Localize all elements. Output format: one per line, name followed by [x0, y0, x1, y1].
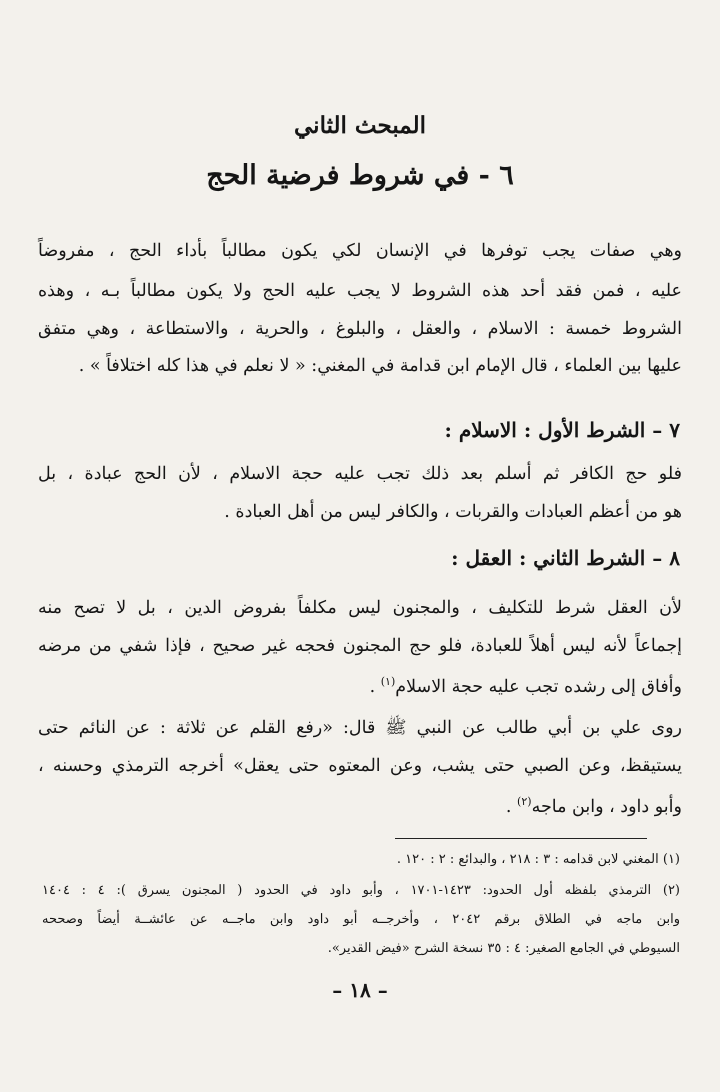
intro-line-2: عليه ، فمن فقد أحد هذه الشروط لا يجب عليه الحج ولا يكون مطالباً بـه ، وهذه — [38, 281, 682, 301]
footnote-2-line-1: (٢) الترمذي بلفظه أول الحدود: ١٤٢٣-١٧٠١ ، وأبو داود في الحدود ( المجنون يسرق ): ٤ : ١٤٠٤ — [42, 883, 680, 898]
condition-1-heading: ٧ – الشرط الأول : الاسلام : — [444, 418, 680, 442]
page-number: – ١٨ – — [332, 978, 388, 1002]
intro-line-3: الشروط خمسة : الاسلام ، والعقل ، والبلوغ ، والحرية ، والاستطاعة ، وهي متفق — [38, 319, 682, 339]
intro-line-4: عليها بين العلماء ، قال الإمام ابن قدامة في المغني: « لا نعلم في هذا كله اختلافاً » . — [78, 356, 682, 376]
condition-2-line-3 — [38, 676, 682, 696]
chapter-title: ٦ - في شروط فرضية الحج — [206, 160, 514, 191]
condition-2-line-1: لأن العقل شرط للتكليف ، والمجنون ليس مكلفاً بفروض الدين ، بل لا تصح منه — [38, 598, 682, 618]
hadith-line-3-text: وأبو داود ، وابن ماجه — [531, 796, 682, 817]
footnote-ref-2: (٢) — [517, 795, 532, 808]
footnote-1: (١) المغني لابن قدامه : ٣ : ٢١٨ ، والبدائع : ٢ : ١٢٠ . — [396, 852, 680, 867]
intro-line-1: وهي صفات يجب توفرها في الإنسان لكي يكون مطالباً بأداء الحج ، مفروضاً — [38, 241, 682, 261]
hadith-line-3-end: . — [505, 796, 518, 817]
condition-2-heading: ٨ – الشرط الثاني : العقل : — [451, 546, 680, 570]
footnote-2-line-2: وابن ماجه في الطلاق برقم ٢٠٤٢ ، وأخرجــه أبو داود وابن ماجــه عن عائشــة أيضاً وصححه — [42, 912, 680, 927]
section-subheading: المبحث الثاني — [294, 112, 426, 139]
hadith-line-1: روى علي بن أبي طالب عن النبي ﷺ قال: «رفع القلم عن ثلاثة : عن النائم حتى — [38, 718, 682, 738]
footnote-separator — [395, 838, 647, 839]
hadith-line-3 — [38, 796, 682, 816]
condition-2-line-3-text: وأفاق إلى رشده تجب عليه حجة الاسلام — [395, 676, 682, 697]
hadith-line-2: يستيقظ، وعن الصبي حتى يشب، وعن المعتوه حتى يعقل» أخرجه الترمذي وحسنه ، — [38, 756, 682, 776]
condition-1-line-2: هو من أعظم العبادات والقربات ، والكافر ليس من أهل العبادة . — [224, 502, 682, 522]
footnote-ref-1: (١) — [380, 675, 396, 688]
condition-1-line-1: فلو حج الكافر ثم أسلم بعد ذلك تجب عليه حجة الاسلام ، لأن الحج عبادة ، بل — [38, 464, 682, 484]
footnote-2-line-3: السيوطي في الجامع الصغير: ٤ : ٣٥ نسخة الشرح «فيض القدير». — [327, 941, 680, 956]
condition-2-line-2: إجماعاً لأنه ليس أهلاً للعبادة، فلو حج المجنون فحجه غير صحيح ، فإذا شفي من مرضه — [38, 636, 682, 656]
condition-2-line-3-end: . — [369, 676, 381, 697]
